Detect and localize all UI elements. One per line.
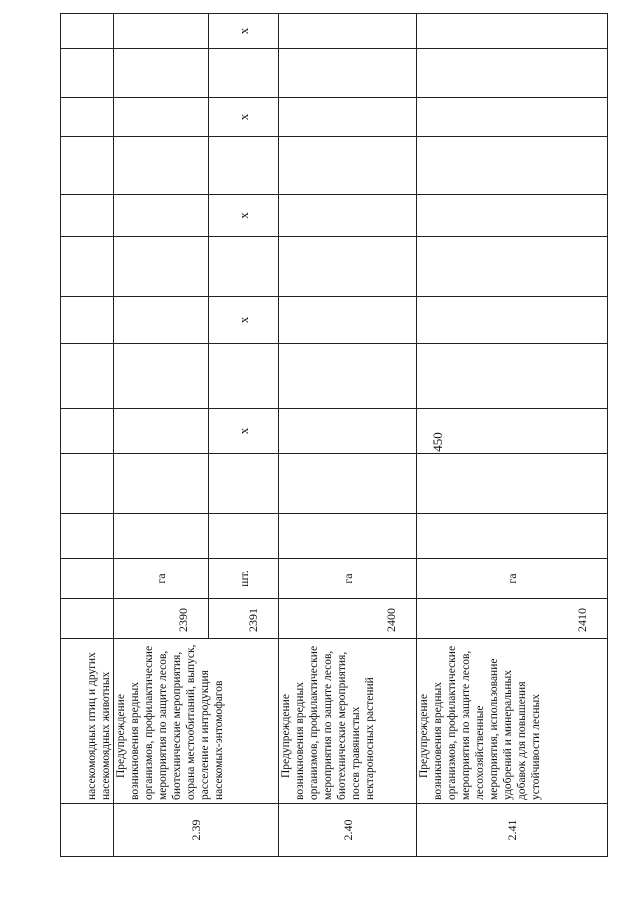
code-cell: 2410 xyxy=(417,599,608,639)
value-cell xyxy=(279,98,417,137)
protection-measures-table xyxy=(60,13,608,857)
value-cell xyxy=(417,454,608,514)
value-cell xyxy=(279,409,417,454)
x-mark: х xyxy=(209,98,279,137)
x-mark: х xyxy=(209,409,279,454)
x-mark: х xyxy=(209,14,279,49)
value-cell xyxy=(61,195,114,237)
unit-cell xyxy=(61,559,114,599)
value-cell xyxy=(417,297,608,344)
value-cell xyxy=(114,195,209,237)
value-cell xyxy=(279,454,417,514)
value-cell xyxy=(417,14,608,49)
value-cell xyxy=(279,297,417,344)
value-cell xyxy=(61,137,114,195)
value-cell xyxy=(279,514,417,559)
table-row xyxy=(279,14,417,857)
value-cell xyxy=(114,98,209,137)
rotated-table-page xyxy=(60,14,607,857)
value-cell xyxy=(114,137,209,195)
item-number-cell: 2.39 xyxy=(114,804,279,857)
unit-cell: га xyxy=(114,559,209,599)
code-cell: 2391 xyxy=(209,599,279,639)
value-cell xyxy=(61,237,114,297)
name-cell: Предупреждение возникновения вредных организмов, профилактические мероприятия по защите лесов, лесохозяйственные мероприятия, использование удобрений и минеральных добавок для повышения устойчивости лесных xyxy=(417,639,608,804)
name-cell: Предупреждение возникновения вредных организмов, профилактические мероприятия по защите лесов, биотехнические мероприятия, охрана местообитаний, выпуск, расселение и интродукция насекомых-энтомофагов xyxy=(114,639,279,804)
value-cell xyxy=(417,137,608,195)
unit-cell: га xyxy=(417,559,608,599)
name-cell: Предупреждение возникновения вредных организмов, профилактические мероприятия по защите лесов, биотехнические мероприятия, посев травянистых нектароносных растений xyxy=(279,639,417,804)
item-number-cell: 2.41 xyxy=(417,804,608,857)
name-cell: насекомоядных птиц и других насекомоядных животных xyxy=(61,639,114,804)
value-cell xyxy=(209,49,279,98)
value-cell xyxy=(61,344,114,409)
code-cell: 2400 xyxy=(279,599,417,639)
value-cell xyxy=(279,14,417,49)
code-cell xyxy=(61,599,114,639)
value-cell xyxy=(61,514,114,559)
value-cell xyxy=(209,344,279,409)
value-cell xyxy=(417,195,608,237)
value-cell xyxy=(114,297,209,344)
value-cell xyxy=(417,514,608,559)
value-cell xyxy=(279,344,417,409)
value-cell xyxy=(279,137,417,195)
x-mark: х xyxy=(209,195,279,237)
item-number-cell xyxy=(61,804,114,857)
table-row xyxy=(61,14,114,857)
value-cell xyxy=(279,49,417,98)
value-cell xyxy=(417,49,608,98)
code-cell: 2390 xyxy=(114,599,209,639)
value-cell xyxy=(114,409,209,454)
value-cell xyxy=(417,98,608,137)
item-number-cell: 2.40 xyxy=(279,804,417,857)
value-cell xyxy=(61,14,114,49)
value-cell xyxy=(61,98,114,137)
value-cell xyxy=(114,49,209,98)
value-cell xyxy=(417,344,608,409)
value-cell xyxy=(417,237,608,297)
unit-cell: га xyxy=(279,559,417,599)
unit-cell: шт. xyxy=(209,559,279,599)
x-mark: х xyxy=(209,297,279,344)
value-cell xyxy=(209,137,279,195)
value-cell xyxy=(114,14,209,49)
value-cell xyxy=(114,344,209,409)
page-number: 450 xyxy=(430,432,445,452)
value-cell xyxy=(417,409,608,454)
value-cell xyxy=(61,409,114,454)
value-cell xyxy=(114,237,209,297)
value-cell xyxy=(114,454,209,514)
value-cell xyxy=(61,297,114,344)
table-row xyxy=(114,14,209,857)
value-cell xyxy=(61,454,114,514)
value-cell xyxy=(279,195,417,237)
value-cell xyxy=(209,237,279,297)
value-cell xyxy=(279,237,417,297)
value-cell xyxy=(209,514,279,559)
table-row xyxy=(417,14,608,857)
value-cell xyxy=(61,49,114,98)
value-cell xyxy=(114,514,209,559)
value-cell xyxy=(209,454,279,514)
